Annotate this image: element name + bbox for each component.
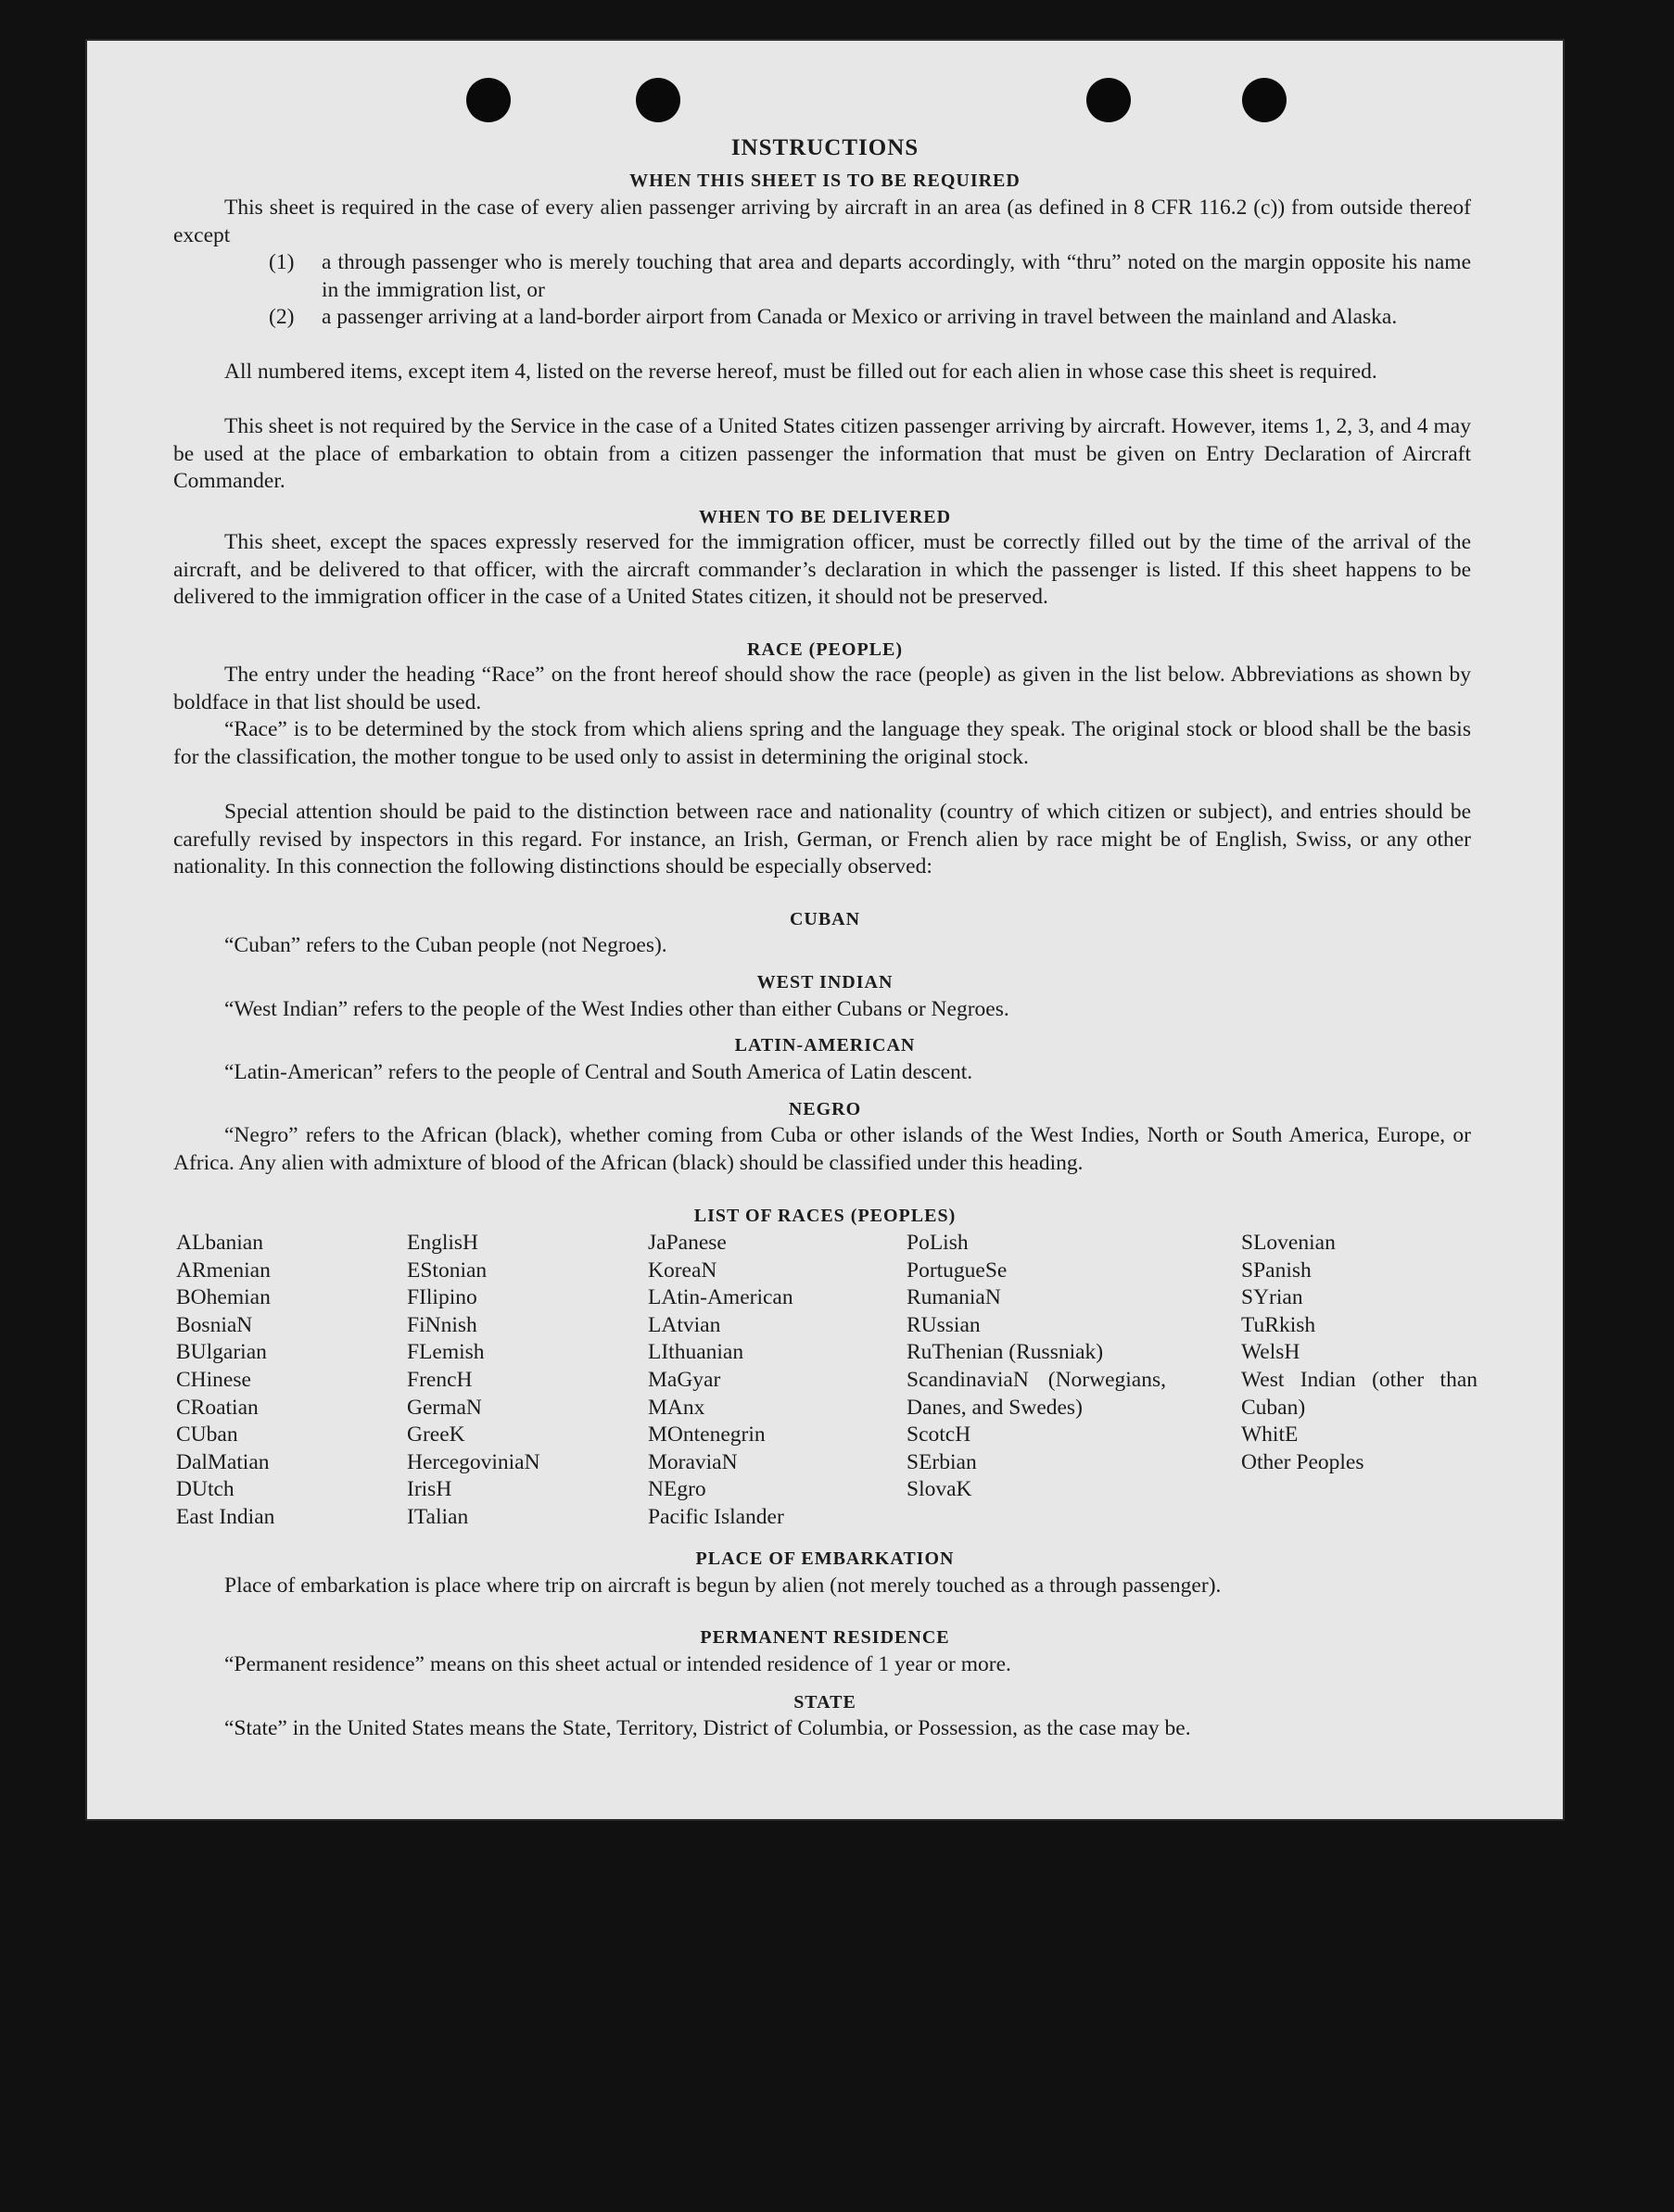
race-item: GermaN: [407, 1395, 482, 1420]
race-item: LAtin-American: [648, 1285, 793, 1310]
race-paragraph-2: “Race” is to be determined by the stock from which aliens spring and the language they speak. The original stock or blood shall be the basis for the classification, the mother tongue to be used only to assist in determining the original stock.: [173, 717, 1471, 769]
race-item: TuRkish: [1241, 1312, 1316, 1337]
item-text: a passenger arriving at a land-border airport from Canada or Mexico or arriving in travel between the mainland and Alaska.: [322, 305, 1398, 329]
heading-state: STATE: [793, 1692, 856, 1713]
cuban-text: “Cuban” refers to the Cuban people (not Negroes).: [224, 933, 667, 957]
race-item: WhitE: [1241, 1422, 1299, 1447]
latin-american-text: “Latin-American” refers to the people of Central and South America of Latin descent.: [224, 1060, 973, 1084]
races-column-5: [1241, 1230, 1477, 1476]
heading-cuban: CUBAN: [789, 909, 861, 929]
punch-hole-3: [1086, 78, 1131, 122]
race-item: Pacific Islander: [648, 1504, 784, 1529]
race-item: HercegoviniaN: [407, 1449, 540, 1474]
heading-when-delivered: WHEN TO BE DELIVERED: [698, 507, 952, 527]
when-delivered-text: This sheet, except the spaces expressly reserved for the immigration officer, must be correctly filled out by the time of the arrival of the aircraft, and be delivered to that officer, with the aircraft commander’s declaration in which the passenger is listed. If this sheet happens to be delivered to the immigration officer in the case of a United States citizen, it should not be preserved.: [173, 530, 1471, 609]
heading-race: RACE (PEOPLE): [747, 639, 903, 660]
race-item: DUtch: [176, 1477, 235, 1502]
heading-negro: NEGRO: [788, 1099, 862, 1119]
heading-list-of-races: LIST OF RACES (PEOPLES): [693, 1206, 957, 1226]
race-item: WelsH: [1241, 1340, 1300, 1365]
race-item: EnglisH: [407, 1231, 479, 1255]
numbered-items-paragraph: All numbered items, except item 4, listed on the reverse hereof, must be filled out for each alien in whose case this sheet is required.: [224, 360, 1377, 384]
race-item: ScotcH: [907, 1422, 971, 1447]
race-item: ALbanian: [176, 1231, 263, 1255]
race-item: BOhemian: [176, 1285, 271, 1310]
race-item: CUban: [176, 1422, 238, 1447]
document-sheet: [85, 39, 1565, 1821]
page-title: INSTRUCTIONS: [730, 135, 919, 160]
races-column-4: [907, 1230, 1166, 1504]
when-required-intro: This sheet is required in the case of every alien passenger arriving by aircraft in an area (as defined in 8 CFR 116.2 (c)) from outside thereof except: [173, 196, 1471, 247]
race-item: SlovaK: [907, 1477, 972, 1502]
race-item: MAnx: [648, 1395, 705, 1420]
embarkation-text: Place of embarkation is place where trip on aircraft is begun by alien (not merely touched as a through passenger).: [224, 1574, 1222, 1598]
race-item: JaPanese: [648, 1231, 727, 1255]
race-item: ScandinaviaN (Norwegians, Danes, and Swedes): [907, 1367, 1166, 1420]
race-item: FrencH: [407, 1367, 473, 1392]
race-item: FIlipino: [407, 1285, 477, 1310]
race-item: MoraviaN: [648, 1449, 738, 1474]
race-item: RuThenian (Russniak): [907, 1340, 1104, 1365]
race-item: RumaniaN: [907, 1285, 1001, 1310]
race-item: East Indian: [176, 1504, 275, 1529]
race-item: LIthuanian: [648, 1340, 744, 1365]
race-item: RUssian: [907, 1312, 981, 1337]
punch-hole-1: [466, 78, 511, 122]
citizen-paragraph: This sheet is not required by the Service in the case of a United States citizen passenger arriving by aircraft. However, items 1, 2, 3, and 4 may be used at the place of embarkation to obtain from a citizen passenger the information that must be given on Entry Declaration of Aircraft Commander.: [173, 414, 1471, 493]
race-item: SErbian: [907, 1449, 977, 1474]
west-indian-text: “West Indian” refers to the people of the West Indies other than either Cubans or Negroes.: [224, 997, 1009, 1021]
race-item: CRoatian: [176, 1395, 259, 1420]
race-item: PortugueSe: [907, 1258, 1008, 1283]
race-item: ARmenian: [176, 1258, 271, 1283]
races-column-3: [648, 1230, 889, 1532]
race-item: GreeK: [407, 1422, 465, 1447]
race-item: NEgro: [648, 1477, 706, 1502]
race-item: ITalian: [407, 1504, 469, 1529]
race-item: IrisH: [407, 1477, 452, 1502]
race-item: Other Peoples: [1241, 1449, 1364, 1474]
race-item: KoreaN: [648, 1258, 717, 1283]
exception-item-1: [269, 249, 1471, 304]
race-item: PoLish: [907, 1231, 969, 1255]
race-item: SPanish: [1241, 1258, 1312, 1283]
residence-text: “Permanent residence” means on this sheet actual or intended residence of 1 year or more.: [224, 1652, 1011, 1676]
state-text: “State” in the United States means the State, Territory, District of Columbia, or Possession, as the case may be.: [224, 1716, 1191, 1740]
exception-item-2: [269, 304, 1471, 332]
punch-hole-2: [636, 78, 680, 122]
negro-text: “Negro” refers to the African (black), whether coming from Cuba or other islands of the West Indies, North or South America, Europe, or Africa. Any alien with admixture of blood of the African (black) should be classified under this heading.: [173, 1123, 1471, 1175]
item-text: a through passenger who is merely touching that area and departs accordingly, with “thru” noted on the margin opposite his name in the immigration list, or: [322, 250, 1471, 302]
heading-permanent-residence: PERMANENT RESIDENCE: [700, 1627, 950, 1648]
race-item: SYrian: [1241, 1285, 1303, 1310]
race-item: SLovenian: [1241, 1231, 1336, 1255]
race-item: MaGyar: [648, 1367, 721, 1392]
heading-when-required: WHEN THIS SHEET IS TO BE REQUIRED: [629, 171, 1021, 191]
race-item: FLemish: [407, 1340, 485, 1365]
race-paragraph-3: Special attention should be paid to the distinction between race and nationality (country of which citizen or subject), and entries should be carefully revised by inspectors in this regard. For instance, an Irish, German, or French alien by race might be of English, Swiss, or any other nationality. In this connection the following distinctions should be especially observed:: [173, 800, 1471, 878]
race-item: MOntenegrin: [648, 1422, 766, 1447]
races-column-1: [176, 1230, 399, 1532]
race-item: FiNnish: [407, 1312, 477, 1337]
punch-hole-4: [1242, 78, 1287, 122]
race-paragraph-1: The entry under the heading “Race” on the front hereof should show the race (people) as given in the list below. Abbreviations as shown by boldface in that list should be used.: [173, 663, 1471, 714]
races-column-2: [407, 1230, 639, 1532]
race-item: LAtvian: [648, 1312, 721, 1337]
race-item: West Indian (other than Cuban): [1241, 1367, 1477, 1420]
race-item: BUlgarian: [176, 1340, 267, 1365]
heading-west-indian: WEST INDIAN: [756, 972, 894, 992]
heading-latin-american: LATIN-AMERICAN: [734, 1035, 916, 1055]
item-number: (1): [269, 250, 295, 274]
item-number: (2): [269, 305, 295, 329]
heading-place-of-embarkation: PLACE OF EMBARKATION: [695, 1548, 955, 1569]
race-item: EStonian: [407, 1258, 488, 1283]
race-item: CHinese: [176, 1367, 251, 1392]
race-item: DalMatian: [176, 1449, 270, 1474]
race-item: BosniaN: [176, 1312, 253, 1337]
